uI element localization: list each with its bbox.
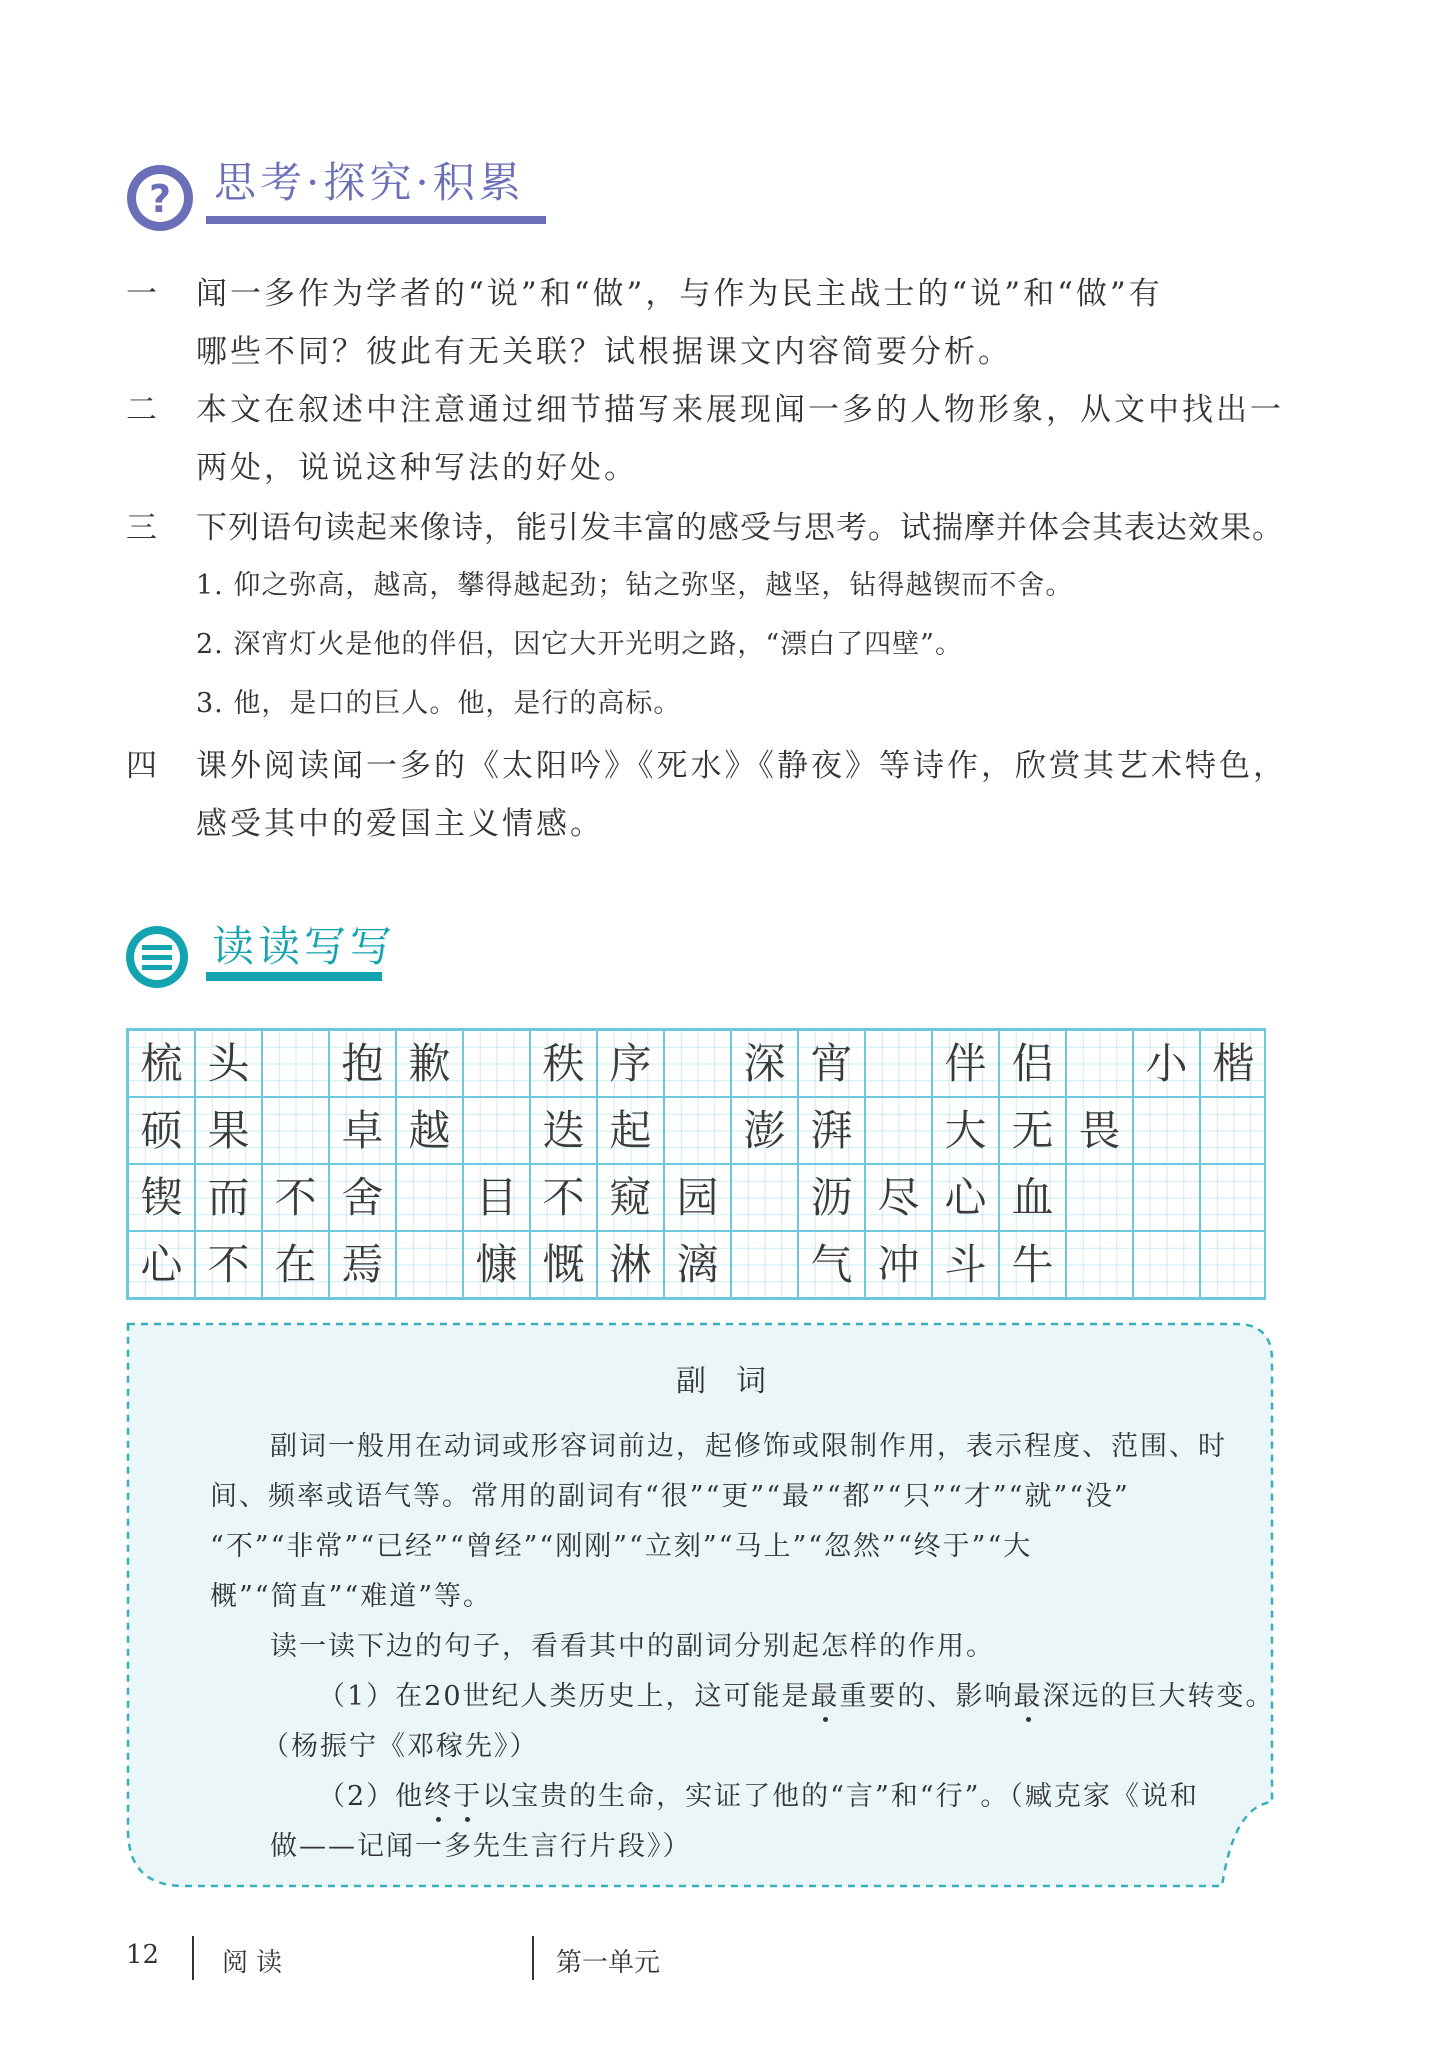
- grid-char: 心: [140, 1240, 183, 1289]
- grid-char: 牛: [1011, 1240, 1054, 1289]
- question-sub-item: 2. 深宵灯火是他的伴侣，因它大开光明之路，“漂白了四壁”。: [196, 629, 963, 660]
- grid-char: 斗: [944, 1240, 987, 1289]
- example-sentence-2: [318, 1774, 1199, 1813]
- vocab-word: [798, 1231, 1066, 1298]
- grid-char: 不: [542, 1173, 585, 1222]
- example-text: 重要的、影响: [839, 1681, 1014, 1712]
- grid-char: 湃: [810, 1106, 853, 1155]
- vocab-word: [731, 1097, 865, 1164]
- vocab-word: [128, 1231, 396, 1298]
- grid-char: 序: [609, 1039, 652, 1088]
- grid-char: 慨: [542, 1240, 585, 1289]
- adverb-emphasis: 终: [424, 1781, 454, 1812]
- grid-char: 侣: [1011, 1039, 1054, 1088]
- knowledge-instruction: 读一读下边的句子，看看其中的副词分别起怎样的作用。: [270, 1631, 995, 1662]
- vocab-word: [128, 1164, 396, 1231]
- footer-section-label: 阅读: [222, 1948, 291, 1978]
- section-title-underline: [206, 972, 382, 981]
- grid-char: 起: [609, 1106, 652, 1155]
- adverb-emphasis: 最: [1013, 1681, 1043, 1712]
- footer-divider: [532, 1936, 534, 1980]
- grid-char: 越: [408, 1106, 451, 1155]
- example-text: （2）他: [318, 1781, 425, 1812]
- question-sub-item: 3. 他，是口的巨人。他，是行的高标。: [196, 688, 682, 719]
- grid-char: 硕: [140, 1106, 183, 1155]
- grid-char: 尽: [877, 1173, 920, 1222]
- question-number: 一: [126, 276, 157, 312]
- example-text: 以宝贵的生命，实证了他的“言”和“行”。（臧克家《说和: [482, 1781, 1199, 1812]
- example-source: 做——记闻一多先生言行片段》）: [270, 1831, 692, 1862]
- grid-char: 楷: [1212, 1039, 1255, 1088]
- grid-char: 漓: [676, 1240, 719, 1289]
- grid-char: 血: [1011, 1173, 1054, 1222]
- grid-char: 气: [810, 1240, 853, 1289]
- footer-unit-label: 第一单元: [556, 1948, 661, 1978]
- grid-char: 慷: [475, 1240, 518, 1289]
- knowledge-paragraph-line: 间、频率或语气等。常用的副词有“很”“更”“最”“都”“只”“才”“就”“没”: [210, 1481, 1130, 1512]
- vocab-word: [932, 1030, 1066, 1097]
- knowledge-paragraph-line: 副词一般用在动词或形容词前边，起修饰或限制作用，表示程度、范围、时: [270, 1431, 1227, 1462]
- grid-char: 锲: [140, 1173, 183, 1222]
- grid-char: 歉: [408, 1039, 451, 1088]
- vocab-word: [128, 1097, 262, 1164]
- footer-divider: [192, 1936, 194, 1980]
- section-title-underline: [206, 216, 546, 224]
- grid-char: 畏: [1078, 1106, 1121, 1155]
- grid-char: 迭: [542, 1106, 585, 1155]
- knowledge-paragraph-line: 概”“简直”“难道”等。: [210, 1581, 493, 1612]
- grid-char: 澎: [743, 1106, 786, 1155]
- grid-row: [128, 1164, 1264, 1231]
- vocab-word: [798, 1164, 1066, 1231]
- section-title-think-explore: 思考·探究·积累: [214, 158, 525, 207]
- grid-char: 大: [944, 1106, 987, 1155]
- grid-char: 焉: [341, 1240, 384, 1289]
- question-mark-icon: [124, 162, 196, 234]
- vocab-word: [1133, 1030, 1267, 1097]
- grid-char: 伴: [944, 1039, 987, 1088]
- knowledge-title: 副词: [676, 1364, 796, 1399]
- grid-char: 宵: [810, 1039, 853, 1088]
- grid-char: 不: [274, 1173, 317, 1222]
- example-sentence-1: [318, 1674, 1275, 1713]
- grid-char: 梳: [140, 1039, 183, 1088]
- grid-char: 窥: [609, 1173, 652, 1222]
- grid-char: 抱: [341, 1039, 384, 1088]
- vocab-word: [463, 1164, 731, 1231]
- question-number: 三: [126, 510, 157, 546]
- vocab-word: [530, 1030, 664, 1097]
- example-source: （杨振宁《邓稼先》）: [262, 1731, 539, 1762]
- question-text: 下列语句读起来像诗，能引发丰富的感受与思考。试揣摩并体会其表达效果。: [196, 510, 1284, 546]
- example-text: （1）在20世纪人类历史上，这可能是: [318, 1681, 811, 1712]
- question-text: 课外阅读闻一多的《太阳吟》《死水》《静夜》等诗作，欣赏其艺术特色，: [196, 748, 1287, 784]
- grid-char: 小: [1145, 1039, 1188, 1088]
- vocab-word: [932, 1097, 1133, 1164]
- grid-char: 卓: [341, 1106, 384, 1155]
- question-sub-item: 1. 仰之弥高，越高，攀得越起劲；钻之弥坚，越坚，钻得越锲而不舍。: [196, 570, 1074, 601]
- vocab-word: [128, 1030, 262, 1097]
- example-text: 深远的巨大转变。: [1042, 1681, 1275, 1712]
- adverb-emphasis: 于: [453, 1781, 483, 1812]
- vocab-word: [329, 1097, 463, 1164]
- vocab-word: [463, 1231, 731, 1298]
- vocab-word: [329, 1030, 463, 1097]
- knowledge-paragraph-line: “不”“非常”“已经”“曾经”“刚刚”“立刻”“马上”“忽然”“终于”“大: [210, 1531, 1033, 1562]
- character-practice-grid: [126, 1028, 1266, 1300]
- section-title-read-write: 读读写写: [212, 922, 397, 971]
- grid-char: 秩: [542, 1039, 585, 1088]
- grid-char: 头: [207, 1039, 250, 1088]
- question-number: 二: [126, 392, 157, 428]
- svg-text:?: ?: [148, 177, 172, 221]
- grid-char: 而: [207, 1173, 250, 1222]
- grid-row: [128, 1030, 1264, 1097]
- question-text: 两处，说说这种写法的好处。: [196, 450, 638, 486]
- grid-char: 在: [274, 1240, 317, 1289]
- vocab-word: [530, 1097, 664, 1164]
- grid-char: 不: [207, 1240, 250, 1289]
- page-number: 12: [126, 1940, 160, 1970]
- grid-row: [128, 1097, 1264, 1164]
- grid-char: 深: [743, 1039, 786, 1088]
- grid-char: 舍: [341, 1173, 384, 1222]
- grid-char: 冲: [877, 1240, 920, 1289]
- grid-char: 心: [944, 1173, 987, 1222]
- grid-row: [128, 1231, 1264, 1298]
- grid-char: 淋: [609, 1240, 652, 1289]
- vocab-word: [731, 1030, 865, 1097]
- question-text: 本文在叙述中注意通过细节描写来展现闻一多的人物形象，从文中找出一: [196, 392, 1284, 428]
- grid-char: 目: [475, 1173, 518, 1222]
- grid-char: 果: [207, 1106, 250, 1155]
- grid-char: 沥: [810, 1173, 853, 1222]
- grid-char: 无: [1011, 1106, 1054, 1155]
- question-text: 闻一多作为学者的“说”和“做”，与作为民主战士的“说”和“做”有: [196, 276, 1163, 312]
- question-text: 哪些不同？彼此有无关联？试根据课文内容简要分析。: [196, 334, 1012, 370]
- question-number: 四: [126, 748, 157, 784]
- menu-lines-icon: [124, 924, 190, 990]
- adverb-emphasis: 最: [810, 1681, 840, 1712]
- question-text: 感受其中的爱国主义情感。: [196, 806, 604, 842]
- grid-char: 园: [676, 1173, 719, 1222]
